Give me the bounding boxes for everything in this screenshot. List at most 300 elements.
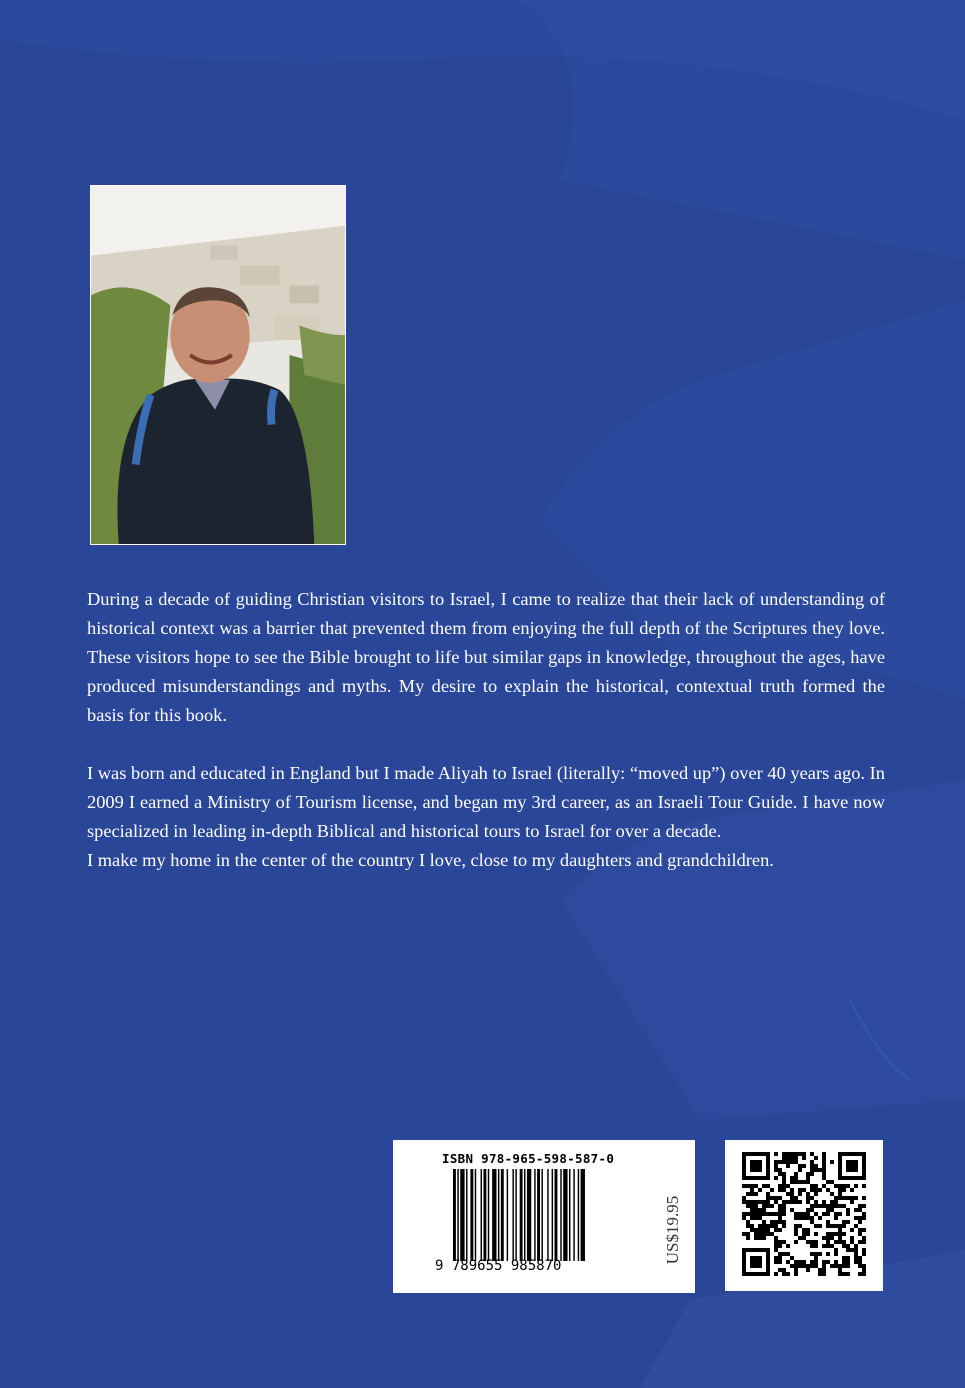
- qr-module: [834, 1260, 838, 1264]
- bio-paragraph-3: I make my home in the center of the country I love, close to my daughters and grandchildren.: [87, 850, 774, 870]
- qr-module: [762, 1200, 766, 1204]
- qr-module: [846, 1184, 850, 1188]
- qr-module: [822, 1164, 826, 1168]
- qr-module: [766, 1192, 770, 1196]
- barcode-bar: [457, 1169, 458, 1261]
- qr-module: [822, 1260, 826, 1264]
- qr-module: [846, 1220, 850, 1224]
- qr-module: [862, 1216, 866, 1220]
- author-photo: [90, 185, 346, 545]
- barcode-bars: [453, 1169, 625, 1261]
- qr-module: [770, 1232, 774, 1236]
- qr-module: [750, 1224, 754, 1228]
- qr-module: [810, 1252, 814, 1256]
- qr-module: [774, 1228, 778, 1232]
- qr-module: [794, 1272, 798, 1276]
- qr-module: [794, 1176, 798, 1180]
- qr-module: [810, 1184, 814, 1188]
- qr-module: [846, 1260, 850, 1264]
- qr-module: [758, 1200, 762, 1204]
- qr-module: [814, 1252, 818, 1256]
- qr-module: [822, 1204, 826, 1208]
- barcode-bar: [578, 1169, 579, 1261]
- qr-module: [754, 1184, 758, 1188]
- qr-module: [834, 1224, 838, 1228]
- qr-module: [834, 1212, 838, 1216]
- qr-module: [822, 1212, 826, 1216]
- qr-module: [790, 1156, 794, 1160]
- barcode-bar: [466, 1169, 467, 1261]
- qr-module: [798, 1168, 802, 1172]
- qr-module: [862, 1212, 866, 1216]
- qr-code[interactable]: [725, 1140, 883, 1291]
- qr-module: [814, 1256, 818, 1260]
- qr-module: [746, 1212, 750, 1216]
- qr-module: [798, 1164, 802, 1168]
- qr-module: [842, 1204, 846, 1208]
- qr-module: [786, 1272, 790, 1276]
- qr-module: [826, 1208, 830, 1212]
- qr-module: [846, 1244, 850, 1248]
- qr-module: [842, 1224, 846, 1228]
- qr-module: [862, 1236, 866, 1240]
- qr-module: [818, 1252, 822, 1256]
- qr-module: [750, 1216, 754, 1220]
- qr-module: [798, 1212, 802, 1216]
- qr-finder-pattern: [750, 1256, 762, 1268]
- qr-module: [778, 1160, 782, 1164]
- qr-module: [806, 1200, 810, 1204]
- qr-module: [830, 1264, 834, 1268]
- qr-module: [778, 1252, 782, 1256]
- qr-module: [830, 1244, 834, 1248]
- qr-module: [802, 1180, 806, 1184]
- barcode-bar: [547, 1169, 548, 1261]
- qr-module: [846, 1196, 850, 1200]
- qr-module: [830, 1224, 834, 1228]
- qr-module: [826, 1204, 830, 1208]
- qr-module: [750, 1228, 754, 1232]
- qr-module: [754, 1212, 758, 1216]
- qr-module: [802, 1164, 806, 1168]
- qr-module: [742, 1196, 746, 1200]
- qr-module: [782, 1212, 786, 1216]
- barcode-bar: [492, 1169, 496, 1261]
- barcode-bar: [498, 1169, 499, 1261]
- qr-module: [782, 1184, 786, 1188]
- qr-module: [794, 1260, 798, 1264]
- qr-module: [822, 1156, 826, 1160]
- qr-module: [774, 1220, 778, 1224]
- qr-module: [786, 1184, 790, 1188]
- qr-module: [826, 1252, 830, 1256]
- barcode-bar: [560, 1169, 561, 1261]
- qr-module: [802, 1216, 806, 1220]
- qr-module: [782, 1200, 786, 1204]
- qr-module: [766, 1228, 770, 1232]
- qr-module: [746, 1224, 750, 1228]
- qr-module: [822, 1236, 826, 1240]
- qr-module: [818, 1268, 822, 1272]
- qr-module: [850, 1200, 854, 1204]
- qr-module: [842, 1196, 846, 1200]
- qr-module: [794, 1228, 798, 1232]
- qr-module: [850, 1228, 854, 1232]
- qr-module: [750, 1200, 754, 1204]
- qr-module: [818, 1188, 822, 1192]
- barcode-bar: [552, 1169, 553, 1261]
- qr-module: [810, 1260, 814, 1264]
- qr-module: [762, 1228, 766, 1232]
- barcode-bar: [581, 1169, 585, 1261]
- qr-module: [822, 1152, 826, 1156]
- qr-module: [826, 1244, 830, 1248]
- qr-module: [850, 1188, 854, 1192]
- qr-module: [858, 1232, 862, 1236]
- qr-module: [842, 1220, 846, 1224]
- qr-module: [798, 1236, 802, 1240]
- qr-module: [758, 1188, 762, 1192]
- price-text: US$19.95: [663, 1195, 682, 1265]
- qr-module: [778, 1228, 782, 1232]
- barcode-bar: [541, 1169, 542, 1261]
- qr-module: [854, 1260, 858, 1264]
- qr-module: [810, 1220, 814, 1224]
- qr-module: [794, 1232, 798, 1236]
- qr-module: [778, 1172, 782, 1176]
- qr-module: [830, 1192, 834, 1196]
- qr-module: [774, 1176, 778, 1180]
- barcode-bar: [470, 1169, 473, 1261]
- qr-module: [762, 1204, 766, 1208]
- barcode-bar: [573, 1169, 574, 1261]
- qr-module: [834, 1184, 838, 1188]
- qr-module: [826, 1232, 830, 1236]
- qr-module: [770, 1196, 774, 1200]
- qr-module: [786, 1152, 790, 1156]
- qr-module: [746, 1200, 750, 1204]
- qr-module: [810, 1188, 814, 1192]
- qr-module: [830, 1208, 834, 1212]
- qr-module: [842, 1184, 846, 1188]
- barcode-bar: [515, 1169, 516, 1261]
- qr-module: [862, 1248, 866, 1252]
- qr-module: [746, 1192, 750, 1196]
- qr-module: [754, 1204, 758, 1208]
- isbn-barcode: [393, 1140, 695, 1293]
- qr-module: [814, 1188, 818, 1192]
- qr-module: [798, 1192, 802, 1196]
- qr-module: [858, 1220, 862, 1224]
- qr-module: [842, 1256, 846, 1260]
- qr-module: [814, 1184, 818, 1188]
- qr-module: [754, 1228, 758, 1232]
- qr-module: [778, 1244, 782, 1248]
- qr-module: [794, 1212, 798, 1216]
- qr-module: [762, 1208, 766, 1212]
- qr-module: [826, 1224, 830, 1228]
- qr-module: [858, 1228, 862, 1232]
- qr-module: [762, 1184, 766, 1188]
- qr-module: [806, 1228, 810, 1232]
- qr-module: [758, 1212, 762, 1216]
- qr-module: [822, 1244, 826, 1248]
- qr-module: [814, 1200, 818, 1204]
- qr-module: [862, 1240, 866, 1244]
- qr-module: [770, 1224, 774, 1228]
- qr-module: [746, 1204, 750, 1208]
- qr-module: [782, 1220, 786, 1224]
- qr-module: [814, 1192, 818, 1196]
- qr-module: [822, 1200, 826, 1204]
- qr-module: [846, 1272, 850, 1276]
- qr-module: [806, 1240, 810, 1244]
- qr-module: [778, 1196, 782, 1200]
- qr-module: [810, 1244, 814, 1248]
- qr-module: [762, 1212, 766, 1216]
- qr-module: [838, 1228, 842, 1232]
- qr-module: [838, 1204, 842, 1208]
- qr-module: [790, 1180, 794, 1184]
- qr-module: [822, 1272, 826, 1276]
- qr-module: [778, 1216, 782, 1220]
- qr-module: [842, 1232, 846, 1236]
- qr-module: [858, 1260, 862, 1264]
- qr-module: [862, 1252, 866, 1256]
- qr-module: [782, 1180, 786, 1184]
- qr-module: [810, 1172, 814, 1176]
- qr-module: [794, 1152, 798, 1156]
- qr-module: [842, 1272, 846, 1276]
- qr-module: [794, 1172, 798, 1176]
- qr-module: [862, 1268, 866, 1272]
- qr-module: [798, 1180, 802, 1184]
- qr-module: [822, 1172, 826, 1176]
- qr-module: [754, 1216, 758, 1220]
- barcode-bar: [555, 1169, 558, 1261]
- qr-module: [814, 1156, 818, 1160]
- qr-module: [834, 1216, 838, 1220]
- qr-module: [774, 1256, 778, 1260]
- barcode-bar: [481, 1169, 482, 1261]
- qr-module: [858, 1204, 862, 1208]
- qr-module: [774, 1152, 778, 1156]
- qr-module: [838, 1272, 842, 1276]
- qr-module: [774, 1240, 778, 1244]
- qr-module: [774, 1164, 778, 1168]
- qr-module: [750, 1208, 754, 1212]
- qr-module: [742, 1232, 746, 1236]
- qr-module: [814, 1212, 818, 1216]
- author-biography: [87, 585, 885, 875]
- barcode-bar: [460, 1169, 464, 1261]
- qr-module: [758, 1228, 762, 1232]
- qr-module: [842, 1264, 846, 1268]
- qr-module: [838, 1196, 842, 1200]
- qr-module: [854, 1256, 858, 1260]
- qr-module: [854, 1208, 858, 1212]
- qr-module: [750, 1184, 754, 1188]
- qr-module: [746, 1232, 750, 1236]
- qr-module: [814, 1264, 818, 1268]
- qr-module: [806, 1216, 810, 1220]
- qr-module: [762, 1220, 766, 1224]
- qr-module: [742, 1200, 746, 1204]
- barcode-bar: [527, 1169, 531, 1261]
- qr-module: [846, 1264, 850, 1268]
- barcode-bar: [475, 1169, 476, 1261]
- qr-module: [826, 1240, 830, 1244]
- qr-module: [778, 1188, 782, 1192]
- qr-module: [782, 1172, 786, 1176]
- qr-module: [794, 1216, 798, 1220]
- qr-module: [810, 1168, 814, 1172]
- qr-module: [838, 1188, 842, 1192]
- barcode-digits: 9 789655 985870: [435, 1258, 562, 1274]
- qr-module: [826, 1236, 830, 1240]
- qr-module: [742, 1212, 746, 1216]
- barcode-bar: [537, 1169, 540, 1261]
- qr-module: [814, 1224, 818, 1228]
- qr-module: [770, 1220, 774, 1224]
- qr-module: [786, 1160, 790, 1164]
- qr-module: [838, 1184, 842, 1188]
- qr-module: [786, 1200, 790, 1204]
- qr-module: [810, 1240, 814, 1244]
- qr-module: [830, 1160, 834, 1164]
- qr-module: [770, 1188, 774, 1192]
- qr-module: [814, 1260, 818, 1264]
- qr-module: [862, 1196, 866, 1200]
- qr-module: [782, 1224, 786, 1228]
- qr-module: [854, 1244, 858, 1248]
- qr-module: [790, 1160, 794, 1164]
- qr-module: [798, 1188, 802, 1192]
- qr-module: [754, 1236, 758, 1240]
- qr-module: [798, 1224, 802, 1228]
- qr-module: [794, 1196, 798, 1200]
- barcode-bar: [483, 1169, 486, 1261]
- qr-module: [862, 1228, 866, 1232]
- qr-module: [806, 1232, 810, 1236]
- qr-module: [810, 1196, 814, 1200]
- qr-module: [778, 1184, 782, 1188]
- qr-module: [818, 1272, 822, 1276]
- qr-module: [746, 1220, 750, 1224]
- qr-module: [802, 1236, 806, 1240]
- qr-module: [754, 1200, 758, 1204]
- qr-module: [754, 1192, 758, 1196]
- qr-module: [786, 1252, 790, 1256]
- qr-module: [774, 1200, 778, 1204]
- qr-module: [834, 1204, 838, 1208]
- qr-module: [822, 1160, 826, 1164]
- qr-module: [766, 1212, 770, 1216]
- qr-module: [782, 1252, 786, 1256]
- qr-module: [814, 1204, 818, 1208]
- qr-module: [774, 1160, 778, 1164]
- qr-module: [774, 1272, 778, 1276]
- qr-module: [766, 1184, 770, 1188]
- qr-module: [826, 1180, 830, 1184]
- qr-module: [818, 1168, 822, 1172]
- qr-module: [846, 1256, 850, 1260]
- barcode-bar: [534, 1169, 535, 1261]
- qr-module: [834, 1264, 838, 1268]
- barcode-bar: [569, 1169, 570, 1261]
- qr-module: [810, 1204, 814, 1208]
- qr-module: [802, 1228, 806, 1232]
- qr-module: [810, 1208, 814, 1212]
- qr-module: [778, 1256, 782, 1260]
- qr-module: [810, 1164, 814, 1168]
- qr-module: [802, 1264, 806, 1268]
- qr-module: [862, 1272, 866, 1276]
- qr-module: [838, 1240, 842, 1244]
- qr-module: [794, 1156, 798, 1160]
- qr-module: [850, 1240, 854, 1244]
- qr-module: [818, 1216, 822, 1220]
- qr-module: [854, 1224, 858, 1228]
- qr-module: [838, 1264, 842, 1268]
- qr-module: [778, 1208, 782, 1212]
- qr-module: [810, 1152, 814, 1156]
- qr-module: [794, 1180, 798, 1184]
- qr-module: [842, 1244, 846, 1248]
- qr-module: [798, 1152, 802, 1156]
- qr-module: [854, 1216, 858, 1220]
- qr-module: [754, 1232, 758, 1236]
- qr-module: [794, 1200, 798, 1204]
- qr-module: [830, 1200, 834, 1204]
- qr-module: [834, 1252, 838, 1256]
- qr-module: [850, 1236, 854, 1240]
- qr-module: [762, 1236, 766, 1240]
- qr-module: [806, 1196, 810, 1200]
- isbn-label: ISBN 978-965-598-587-0: [442, 1151, 615, 1166]
- qr-module: [782, 1160, 786, 1164]
- qr-module: [742, 1184, 746, 1188]
- qr-module: [834, 1196, 838, 1200]
- qr-module: [766, 1204, 770, 1208]
- qr-module: [842, 1260, 846, 1264]
- qr-module: [750, 1188, 754, 1192]
- qr-module: [766, 1224, 770, 1228]
- qr-module: [774, 1196, 778, 1200]
- bio-paragraph-2: I was born and educated in England but I made Aliyah to Israel (literally: “moved up”) over 40 years ago. In 2009 I earned a Ministry of Tourism license, and began my 3rd career, as an Israeli Tour Guide. I have now specialized in leading in-depth Biblical and historical tours to Israel for over a decade.: [87, 763, 885, 841]
- qr-module: [826, 1220, 830, 1224]
- qr-module: [862, 1264, 866, 1268]
- qr-module: [798, 1264, 802, 1268]
- qr-module: [774, 1224, 778, 1228]
- qr-module: [838, 1232, 842, 1236]
- qr-module: [806, 1176, 810, 1180]
- qr-module: [846, 1212, 850, 1216]
- qr-module: [802, 1260, 806, 1264]
- qr-module: [794, 1240, 798, 1244]
- qr-module: [786, 1164, 790, 1168]
- qr-module: [850, 1196, 854, 1200]
- qr-module: [750, 1192, 754, 1196]
- qr-module: [790, 1256, 794, 1260]
- qr-module: [770, 1204, 774, 1208]
- qr-module: [822, 1184, 826, 1188]
- qr-module: [810, 1264, 814, 1268]
- qr-module: [742, 1216, 746, 1220]
- qr-module: [846, 1248, 850, 1252]
- qr-module: [854, 1248, 858, 1252]
- qr-module: [778, 1168, 782, 1172]
